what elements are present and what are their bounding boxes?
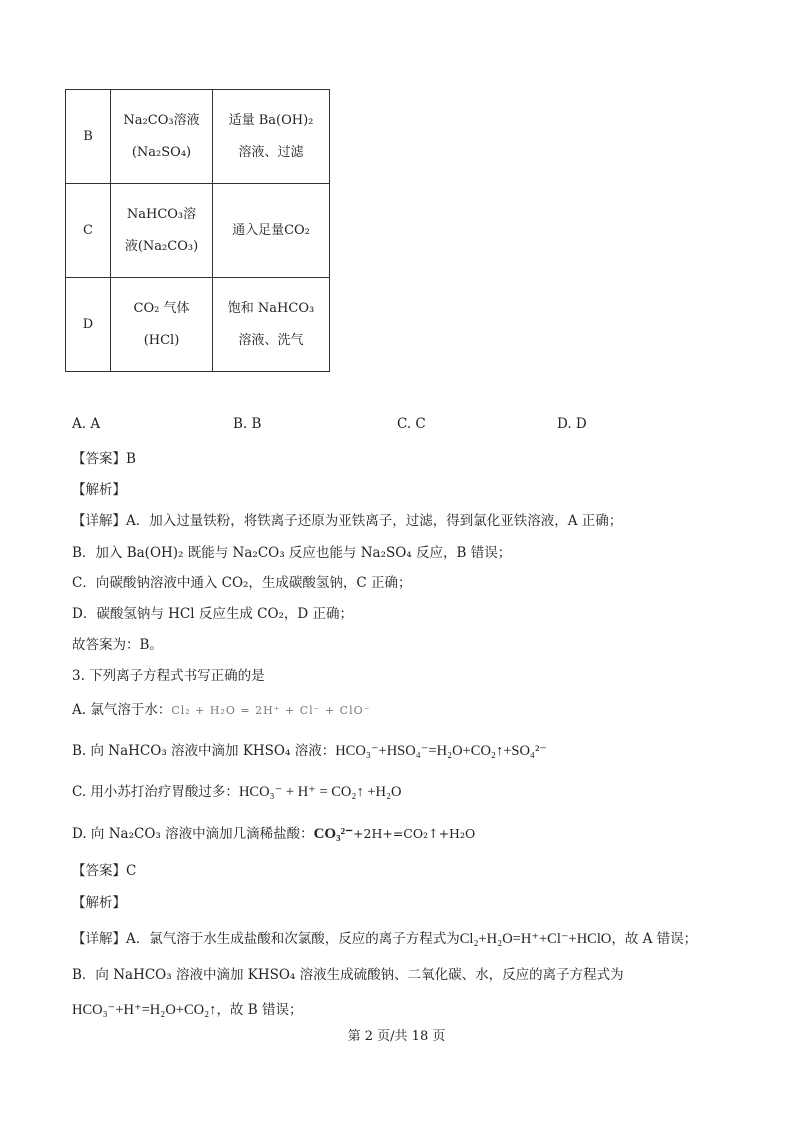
detail-line: 【详解】A．加入过量铁粉，将铁离子还原为亚铁离子，过滤，得到氯化亚铁溶液，A 正确；	[72, 513, 623, 529]
detail-line: B．加入 Ba(OH)₂ 既能与 Na₂CO₃ 反应也能与 Na₂SO₄ 反应，B 错误；	[72, 545, 512, 561]
equation: HCO₃⁻+H⁺=H₂O+CO₂↑	[72, 1002, 217, 1018]
detail-line: 【详解】A．氯气溶于水生成盐酸和次氯酸，反应的离子方程式为Cl₂+H₂O=H⁺+Cl⁻+HClO，故 A 错误；	[72, 931, 698, 947]
equation: Cl₂+H₂O=H⁺+Cl⁻+HClO	[459, 931, 612, 947]
detail-line: HCO₃⁻+H⁺=H₂O+CO₂↑，故 B 错误；	[72, 1002, 303, 1018]
method-cell: 通入足量CO₂	[213, 184, 330, 278]
question-stem: 3. 下列离子方程式书写正确的是	[72, 668, 265, 684]
detail-line: C．向碳酸钠溶液中通入 CO₂，生成碳酸氢钠，C 正确；	[72, 575, 412, 591]
method-cell: 适量 Ba(OH)₂ 溶液、过滤	[213, 90, 330, 184]
row-id: C	[66, 184, 111, 278]
equation: HCO₃⁻ + H⁺ = CO₂↑ +H₂O	[238, 784, 402, 800]
detail-line: 故答案为：B。	[72, 637, 163, 653]
analysis-label: 【解析】	[72, 482, 126, 498]
table-row	[66, 90, 330, 184]
option-d: D. D	[557, 416, 587, 432]
answer-label: 【答案】C	[72, 863, 137, 879]
option-b: B. B	[233, 416, 262, 432]
row-id: B	[66, 90, 111, 184]
impurity-cell: CO₂ 气体 (HCl)	[111, 278, 213, 372]
page-footer: 第 2 页/共 18 页	[347, 1029, 446, 1044]
method-cell: 饱和 NaHCO₃ 溶液、洗气	[213, 278, 330, 372]
impurity-cell: NaHCO₃溶 液(Na₂CO₃)	[111, 184, 213, 278]
impurity-cell: Na₂CO₃溶液 (Na₂SO₄)	[111, 90, 213, 184]
q3-option-b: B. 向 NaHCO₃ 溶液中滴加 KHSO₄ 溶液：HCO₃⁻+HSO₄⁻=H₂O+CO₂↑+SO₄²⁻	[72, 743, 547, 759]
equation: Cl₂ + H₂O = 2H⁺ + Cl⁻ + ClO⁻	[171, 704, 371, 717]
q3-option-a: A. 氯气溶于水：Cl₂ + H₂O = 2H⁺ + Cl⁻ + ClO⁻	[72, 702, 371, 718]
row-id: D	[66, 278, 111, 372]
option-c: C. C	[397, 416, 426, 432]
analysis-label: 【解析】	[72, 895, 126, 911]
detail-line: B．向 NaHCO₃ 溶液中滴加 KHSO₄ 溶液生成硫酸钠、二氧化碳、水，反应的离子方程式为	[72, 967, 624, 983]
option-a: A. A	[72, 416, 101, 432]
table-row	[66, 184, 330, 278]
answer-label: 【答案】B	[72, 451, 136, 467]
equation: +2H+=CO₂↑+H₂O	[353, 826, 476, 841]
equation-ion: CO₃²⁻	[313, 826, 354, 842]
table-row	[66, 278, 330, 372]
options-table	[65, 89, 330, 372]
detail-line: D．碳酸氢钠与 HCl 反应生成 CO₂，D 正确；	[72, 606, 354, 622]
q3-option-d: D. 向 Na₂CO₃ 溶液中滴加几滴稀盐酸：CO₃²⁻+2H+=CO₂↑+H₂O	[72, 826, 476, 842]
equation: HCO₃⁻+HSO₄⁻=H₂O+CO₂↑+SO₄²⁻	[335, 743, 547, 759]
q3-option-c: C. 用小苏打治疗胃酸过多：HCO₃⁻ + H⁺ = CO₂↑ +H₂O	[72, 784, 402, 800]
